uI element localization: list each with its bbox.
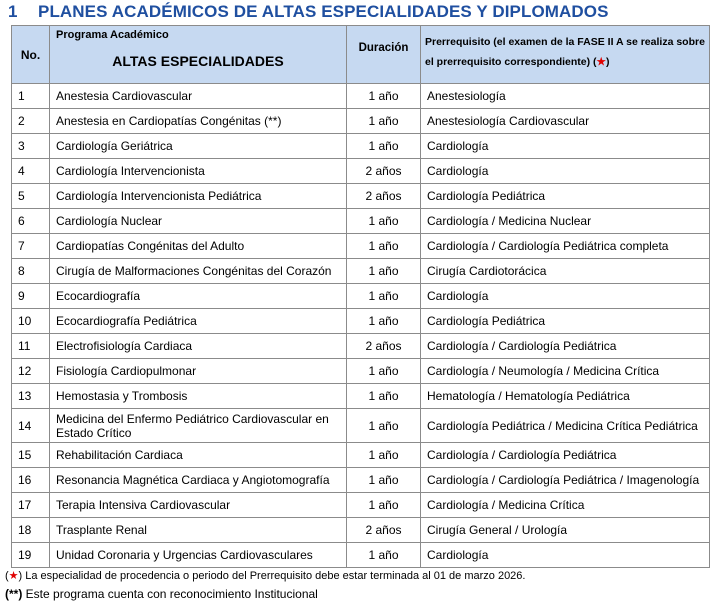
row-programa: Cardiología Nuclear <box>50 209 347 234</box>
row-duracion: 1 año <box>347 359 421 384</box>
table-row <box>12 284 710 309</box>
table-row <box>12 134 710 159</box>
row-programa: Ecocardiografía Pediátrica <box>50 309 347 334</box>
row-number: 19 <box>12 543 50 568</box>
row-programa: Electrofisiología Cardiaca <box>50 334 347 359</box>
row-prerrequisito: Cardiología / Cardiología Pediátrica / Imagenología <box>421 468 710 493</box>
row-number: 18 <box>12 518 50 543</box>
row-duracion: 1 año <box>347 409 421 443</box>
row-prerrequisito: Anestesiología Cardiovascular <box>421 109 710 134</box>
row-duracion: 1 año <box>347 309 421 334</box>
row-prerrequisito: Cardiología <box>421 134 710 159</box>
row-prerrequisito: Cardiología Pediátrica <box>421 309 710 334</box>
table-row <box>12 309 710 334</box>
row-duracion: 2 años <box>347 518 421 543</box>
header-programa-label: Programa Académico <box>56 29 169 41</box>
row-number: 10 <box>12 309 50 334</box>
row-duracion: 1 año <box>347 384 421 409</box>
row-duracion: 1 año <box>347 493 421 518</box>
row-prerrequisito: Cardiología / Medicina Crítica <box>421 493 710 518</box>
row-programa: Cirugía de Malformaciones Congénitas del Corazón <box>50 259 347 284</box>
row-programa: Unidad Coronaria y Urgencias Cardiovasculares <box>50 543 347 568</box>
row-programa: Anestesia en Cardiopatías Congénitas (**) <box>50 109 347 134</box>
row-prerrequisito: Cardiología / Medicina Nuclear <box>421 209 710 234</box>
row-programa: Cardiología Geriátrica <box>50 134 347 159</box>
table-body <box>12 84 710 568</box>
table-row <box>12 543 710 568</box>
table-row <box>12 184 710 209</box>
header-programa-group: ALTAS ESPECIALIDADES <box>112 53 284 69</box>
row-duracion: 2 años <box>347 159 421 184</box>
row-number: 8 <box>12 259 50 284</box>
row-number: 12 <box>12 359 50 384</box>
row-number: 4 <box>12 159 50 184</box>
row-programa: Trasplante Renal <box>50 518 347 543</box>
table-row <box>12 409 710 443</box>
row-duracion: 1 año <box>347 109 421 134</box>
row-number: 16 <box>12 468 50 493</box>
header-prerrequisito <box>421 26 710 84</box>
table-row <box>12 443 710 468</box>
row-duracion: 2 años <box>347 184 421 209</box>
table-row <box>12 234 710 259</box>
header-prerrequisito-line1: Prerrequisito (el examen de la FASE II A se realiza sobre <box>425 36 705 48</box>
row-duracion: 1 año <box>347 84 421 109</box>
row-duracion: 1 año <box>347 468 421 493</box>
header-duracion: Duración <box>347 26 421 84</box>
row-prerrequisito: Anestesiología <box>421 84 710 109</box>
row-prerrequisito: Cardiología <box>421 543 710 568</box>
header-no: No. <box>12 26 50 84</box>
row-number: 14 <box>12 409 50 443</box>
footnote-star: (★) La especialidad de procedencia o periodo del Prerrequisito debe estar terminada al 01 de marzo 2026. <box>5 570 526 582</box>
table-row <box>12 468 710 493</box>
section-number: 1 <box>8 2 18 21</box>
row-duracion: 2 años <box>347 334 421 359</box>
row-duracion: 1 año <box>347 234 421 259</box>
row-number: 3 <box>12 134 50 159</box>
star-icon: ★ <box>8 570 19 582</box>
row-prerrequisito: Cirugía General / Urología <box>421 518 710 543</box>
row-number: 6 <box>12 209 50 234</box>
header-programa <box>50 26 347 84</box>
table-row <box>12 259 710 284</box>
row-prerrequisito: Cardiología Pediátrica <box>421 184 710 209</box>
row-prerrequisito: Cardiología / Cardiología Pediátrica completa <box>421 234 710 259</box>
row-programa: Medicina del Enfermo Pediátrico Cardiovascular en Estado Crítico <box>50 409 347 443</box>
section-heading <box>8 0 609 24</box>
row-prerrequisito: Cirugía Cardiotorácica <box>421 259 710 284</box>
row-number: 7 <box>12 234 50 259</box>
row-prerrequisito: Hematología / Hematología Pediátrica <box>421 384 710 409</box>
row-programa: Ecocardiografía <box>50 284 347 309</box>
table-row <box>12 518 710 543</box>
table-row <box>12 359 710 384</box>
row-number: 9 <box>12 284 50 309</box>
row-duracion: 1 año <box>347 284 421 309</box>
row-prerrequisito: Cardiología / Neumología / Medicina Crítica <box>421 359 710 384</box>
table-row <box>12 109 710 134</box>
row-prerrequisito: Cardiología / Cardiología Pediátrica <box>421 443 710 468</box>
row-duracion: 1 año <box>347 259 421 284</box>
row-duracion: 1 año <box>347 209 421 234</box>
row-programa: Anestesia Cardiovascular <box>50 84 347 109</box>
row-duracion: 1 año <box>347 543 421 568</box>
programs-table <box>11 25 710 568</box>
table-row <box>12 159 710 184</box>
section-title: PLANES ACADÉMICOS DE ALTAS ESPECIALIDADES Y DIPLOMADOS <box>38 2 609 21</box>
row-prerrequisito: Cardiología / Cardiología Pediátrica <box>421 334 710 359</box>
table-header-row <box>12 26 710 84</box>
row-programa: Cardiología Intervencionista <box>50 159 347 184</box>
row-number: 5 <box>12 184 50 209</box>
row-number: 11 <box>12 334 50 359</box>
row-number: 17 <box>12 493 50 518</box>
row-programa: Hemostasia y Trombosis <box>50 384 347 409</box>
table-row <box>12 84 710 109</box>
table-row <box>12 493 710 518</box>
row-duracion: 1 año <box>347 134 421 159</box>
footnotes <box>5 567 525 603</box>
row-programa: Cardiología Intervencionista Pediátrica <box>50 184 347 209</box>
row-number: 13 <box>12 384 50 409</box>
row-programa: Rehabilitación Cardiaca <box>50 443 347 468</box>
row-programa: Cardiopatías Congénitas del Adulto <box>50 234 347 259</box>
star-icon: ★ <box>596 56 606 68</box>
row-programa: Resonancia Magnética Cardiaca y Angiotomografía <box>50 468 347 493</box>
table-row <box>12 384 710 409</box>
footnote-double-asterisk: (**) Este programa cuenta con reconocimiento Institucional <box>5 587 318 601</box>
row-prerrequisito: Cardiología <box>421 159 710 184</box>
row-prerrequisito: Cardiología Pediátrica / Medicina Crítica Pediátrica <box>421 409 710 443</box>
row-number: 1 <box>12 84 50 109</box>
row-number: 2 <box>12 109 50 134</box>
table-row <box>12 334 710 359</box>
row-duracion: 1 año <box>347 443 421 468</box>
header-prerrequisito-line2: el prerrequisito correspondiente) (★) <box>425 56 610 68</box>
row-prerrequisito: Cardiología <box>421 284 710 309</box>
row-programa: Fisiología Cardiopulmonar <box>50 359 347 384</box>
row-programa: Terapia Intensiva Cardiovascular <box>50 493 347 518</box>
table-row <box>12 209 710 234</box>
row-number: 15 <box>12 443 50 468</box>
